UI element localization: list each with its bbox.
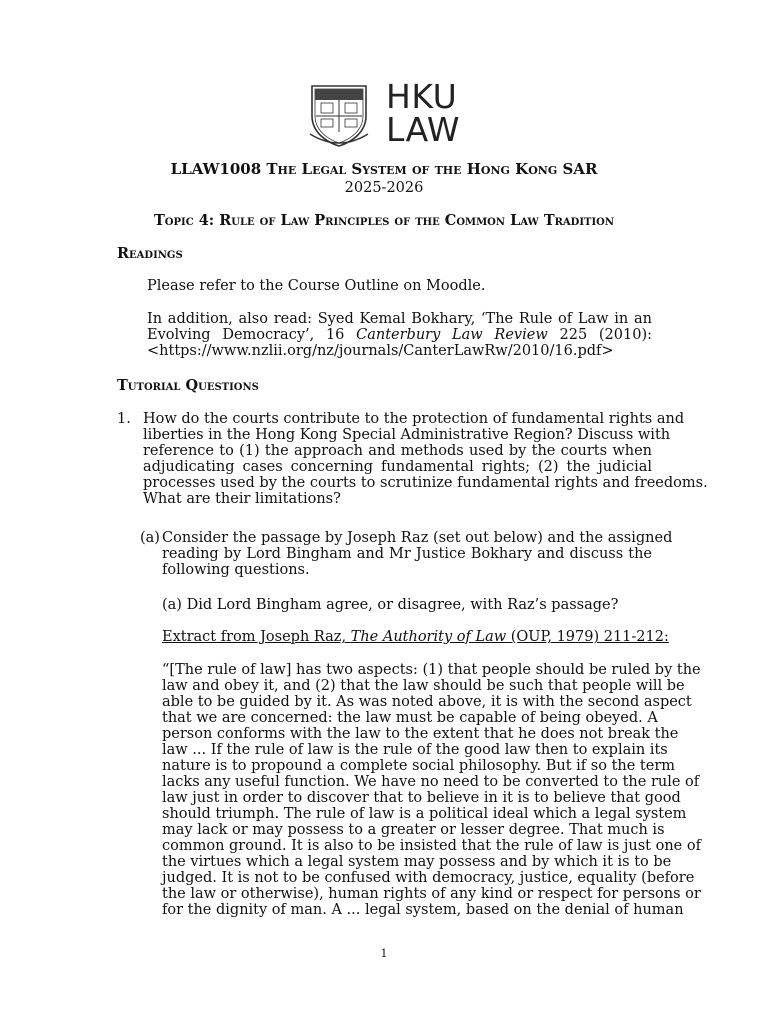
quote-line: that we are concerned: the law must be capable of being obeyed. A bbox=[162, 710, 658, 726]
quote-line: for the dignity of man. A ... legal system, based on the denial of human bbox=[162, 902, 684, 918]
hku-law-logo bbox=[306, 77, 466, 150]
question-1-number: 1. bbox=[117, 411, 131, 427]
readings-paragraph-2 bbox=[147, 311, 652, 359]
readings-p2-url: <https://www.nzlii.org/nz/journals/CanterLawRw/2010/16.pdf> bbox=[147, 343, 614, 359]
readings-paragraph-1 bbox=[147, 278, 652, 294]
extract-heading bbox=[162, 629, 669, 645]
logo-line-2: LAW bbox=[386, 110, 461, 149]
q1-line: How do the courts contribute to the protection of fundamental rights and bbox=[143, 411, 685, 427]
tutorial-heading: Tutorial Questions bbox=[117, 377, 259, 394]
readings-p2-line-1: In addition, also read: Syed Kemal Bokhary, ‘The Rule of Law in an bbox=[147, 311, 652, 327]
q1-line: What are their limitations? bbox=[143, 491, 341, 507]
quote-line: the law or otherwise), human rights of any kind or respect for persons or bbox=[162, 886, 701, 902]
journal-name: Canterbury Law Review bbox=[356, 327, 548, 343]
q1-line: reference to (1) the approach and methods used by the courts when bbox=[143, 443, 652, 459]
readings-p2-line-2-start: Evolving Democracy’, 16 bbox=[147, 327, 357, 343]
sub-question-a-text bbox=[162, 530, 673, 578]
quote-line: should triumph. The rule of law is a political ideal which a legal system bbox=[162, 806, 687, 822]
quote-line: “[The rule of law] has two aspects: (1) that people should be ruled by the bbox=[162, 662, 701, 678]
qa-line: reading by Lord Bingham and Mr Justice Bokhary and discuss the bbox=[162, 546, 652, 562]
hku-crest-icon bbox=[306, 82, 372, 148]
q1-line: processes used by the courts to scrutinize fundamental rights and freedoms. bbox=[143, 475, 708, 491]
q1-line: adjudicating cases concerning fundamental rights; (2) the judicial bbox=[143, 459, 652, 475]
logo-line-1: HKU bbox=[386, 77, 458, 116]
quote-line: lacks any useful function. We have no need to be converted to the rule of bbox=[162, 774, 700, 790]
quote-line: nature is to propound a complete social philosophy. But if so the term bbox=[162, 758, 676, 774]
readings-p1-line: Please refer to the Course Outline on Moodle. bbox=[147, 278, 486, 294]
readings-heading: Readings bbox=[117, 245, 183, 262]
raz-quote bbox=[162, 662, 701, 918]
quote-line: common ground. It is also to be insisted that the rule of law is just one of bbox=[162, 838, 701, 854]
qa-line: following questions. bbox=[162, 562, 310, 578]
quote-line: law just in order to discover that to believe in it is to believe that good bbox=[162, 790, 681, 806]
qa-sub-line: (a) Did Lord Bingham agree, or disagree, with Raz’s passage? bbox=[162, 597, 619, 613]
quote-line: judged. It is not to be confused with democracy, justice, equality (before bbox=[162, 870, 695, 886]
logo-wordmark bbox=[386, 77, 461, 149]
quote-line: able to be guided by it. As was noted above, it is with the second aspect bbox=[162, 694, 692, 710]
question-1-text bbox=[143, 411, 708, 507]
course-title: LLAW1008 The Legal System of the Hong Kong SAR bbox=[170, 160, 598, 178]
quote-line: law and obey it, and (2) that the law should be such that people will be bbox=[162, 678, 685, 694]
qa-line: Consider the passage by Joseph Raz (set out below) and the assigned bbox=[162, 530, 673, 546]
sub-question-a-label: (a) bbox=[140, 530, 160, 546]
quote-line: law ... If the rule of law is the rule of the good law then to explain its bbox=[162, 742, 668, 758]
academic-year: 2025-2026 bbox=[344, 180, 424, 196]
sub-sub-question bbox=[162, 597, 652, 613]
readings-p2-line-2-end: 225 (2010): bbox=[547, 327, 652, 343]
extract-suffix: (OUP, 1979) 211-212: bbox=[506, 629, 669, 645]
extract-book-title: The Authority of Law bbox=[350, 629, 507, 645]
quote-line: person conforms with the law to the extent that he does not break the bbox=[162, 726, 679, 742]
extract-prefix: Extract from Joseph Raz, bbox=[162, 629, 351, 645]
page-number: 1 bbox=[380, 947, 388, 960]
topic-title: Topic 4: Rule of Law Principles of the Common Law Tradition bbox=[154, 212, 614, 229]
readings-p2-line-2 bbox=[147, 327, 652, 343]
quote-line: the virtues which a legal system may possess and by which it is to be bbox=[162, 854, 672, 870]
quote-line: may lack or may possess to a greater or lesser degree. That much is bbox=[162, 822, 665, 838]
q1-line: liberties in the Hong Kong Special Administrative Region? Discuss with bbox=[143, 427, 671, 443]
